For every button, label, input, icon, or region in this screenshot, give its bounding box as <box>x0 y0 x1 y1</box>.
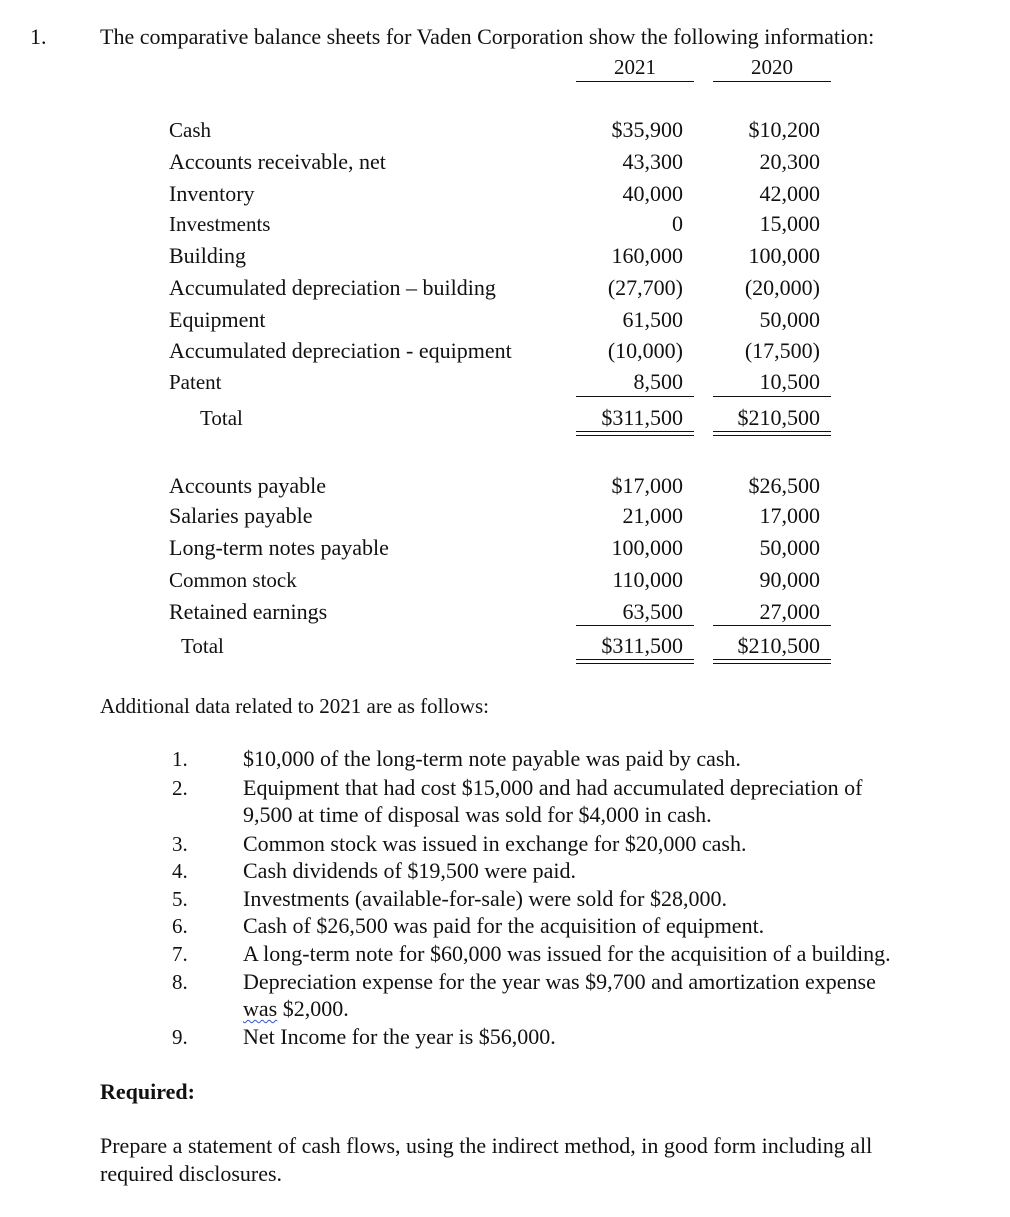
liability-equity-value-2021: 63,500 <box>622 599 683 624</box>
asset-value-2020: 42,000 <box>759 181 820 206</box>
additional-item-text: Common stock was issued in exchange for $20,000 cash. <box>243 831 747 856</box>
liability-equity-value-2021: 21,000 <box>622 503 683 528</box>
additional-item-text-continuation <box>243 996 349 1022</box>
assets-total-double-rule-2021 <box>576 431 694 436</box>
asset-value-2021: 0 <box>672 211 683 236</box>
liabilities-subtotal-rule-2020 <box>713 625 831 626</box>
additional-item-number: 7. <box>172 942 188 966</box>
liability-equity-label: Long-term notes payable <box>169 535 389 560</box>
asset-value-2021: 43,300 <box>622 149 683 174</box>
liability-equity-label: Common stock <box>169 568 297 592</box>
liabilities-total-double-rule-2021 <box>576 659 694 664</box>
asset-value-2020: (17,500) <box>744 338 820 363</box>
asset-value-2020: 20,300 <box>759 149 820 174</box>
liabilities-total-2020: $210,500 <box>737 633 820 658</box>
asset-label: Inventory <box>169 181 255 206</box>
additional-item-text: 9,500 at time of disposal was sold for $4,000 in cash. <box>243 802 712 827</box>
asset-value-2021: 61,500 <box>622 307 683 332</box>
liability-equity-value-2020: 17,000 <box>759 503 820 528</box>
asset-label: Building <box>169 243 247 268</box>
year-header-2021-rule <box>576 81 694 82</box>
required-text-line-2: required disclosures. <box>100 1161 283 1186</box>
additional-item-number: 5. <box>172 887 188 911</box>
asset-value-2020: 10,500 <box>759 369 820 394</box>
required-text-line-1: Prepare a statement of cash flows, using the indirect method, in good form including all <box>100 1133 873 1158</box>
assets-total-2021: $311,500 <box>601 405 683 430</box>
liability-equity-value-2021: 110,000 <box>612 567 683 592</box>
assets-subtotal-rule-2020 <box>713 396 831 397</box>
additional-item-text: Net Income for the year is $56,000. <box>243 1024 556 1049</box>
additional-item-tail: $2,000. <box>277 996 349 1021</box>
additional-item-number: 2. <box>172 776 188 800</box>
asset-value-2021: 40,000 <box>622 181 683 206</box>
liability-equity-label: Salaries payable <box>169 503 313 528</box>
asset-value-2020: $10,200 <box>748 117 820 142</box>
additional-item-number: 4. <box>172 859 188 883</box>
intro-text: The comparative balance sheets for Vaden Corporation show the following information: <box>100 24 875 49</box>
additional-item-number: 3. <box>172 832 188 856</box>
additional-item-number: 8. <box>172 970 188 994</box>
additional-item-text: Equipment that had cost $15,000 and had accumulated depreciation of <box>243 775 863 800</box>
liability-equity-value-2021: 100,000 <box>611 535 683 560</box>
assets-total-label: Total <box>200 406 243 430</box>
year-header-2020: 2020 <box>751 55 793 79</box>
asset-label: Accounts receivable, net <box>169 149 386 174</box>
asset-label: Cash <box>169 118 211 142</box>
asset-label: Accumulated depreciation - equipment <box>169 338 512 363</box>
additional-item-text: A long-term note for $60,000 was issued for the acquisition of a building. <box>243 941 891 966</box>
asset-label: Investments <box>169 212 271 236</box>
additional-item-text: Cash dividends of $19,500 were paid. <box>243 858 576 883</box>
required-heading: Required: <box>100 1079 195 1104</box>
asset-value-2021: $35,900 <box>611 117 683 142</box>
asset-value-2020: (20,000) <box>744 275 820 300</box>
problem-number: 1. <box>30 24 47 49</box>
asset-value-2021: (10,000) <box>607 338 683 363</box>
liabilities-subtotal-rule-2021 <box>576 625 694 626</box>
liability-equity-value-2020: 90,000 <box>759 567 820 592</box>
asset-value-2020: 15,000 <box>759 211 820 236</box>
liabilities-total-double-rule-2020 <box>713 659 831 664</box>
liability-equity-value-2020: 50,000 <box>759 535 820 560</box>
asset-label: Accumulated depreciation – building <box>169 275 496 300</box>
asset-label: Patent <box>169 370 222 394</box>
year-header-2021: 2021 <box>614 55 656 79</box>
additional-item-text: Investments (available-for-sale) were sold for $28,000. <box>243 886 727 911</box>
liability-equity-value-2020: $26,500 <box>748 473 820 498</box>
liabilities-total-label: Total <box>181 634 224 658</box>
liabilities-total-2021: $311,500 <box>601 633 683 658</box>
spellcheck-flagged-word: was <box>243 996 278 1021</box>
asset-value-2020: 50,000 <box>759 307 820 332</box>
asset-value-2021: 8,500 <box>633 369 683 394</box>
assets-total-double-rule-2020 <box>713 431 831 436</box>
liability-equity-label: Retained earnings <box>169 599 328 624</box>
additional-item-text: Depreciation expense for the year was $9,700 and amortization expense <box>243 969 876 994</box>
liability-equity-value-2021: $17,000 <box>611 473 683 498</box>
assets-subtotal-rule-2021 <box>576 396 694 397</box>
additional-item-text: Cash of $26,500 was paid for the acquisition of equipment. <box>243 913 765 938</box>
additional-heading: Additional data related to 2021 are as follows: <box>100 694 489 718</box>
assets-total-2020: $210,500 <box>737 405 820 430</box>
liability-equity-label: Accounts payable <box>169 473 326 498</box>
additional-item-number: 1. <box>172 747 188 771</box>
additional-item-number: 9. <box>172 1025 188 1049</box>
asset-value-2021: (27,700) <box>607 275 683 300</box>
asset-value-2021: 160,000 <box>611 243 683 268</box>
asset-label: Equipment <box>169 307 266 332</box>
liability-equity-value-2020: 27,000 <box>759 599 820 624</box>
asset-value-2020: 100,000 <box>748 243 820 268</box>
year-header-2020-rule <box>713 81 831 82</box>
additional-item-text: $10,000 of the long-term note payable was paid by cash. <box>243 746 741 771</box>
additional-item-number: 6. <box>172 914 188 938</box>
